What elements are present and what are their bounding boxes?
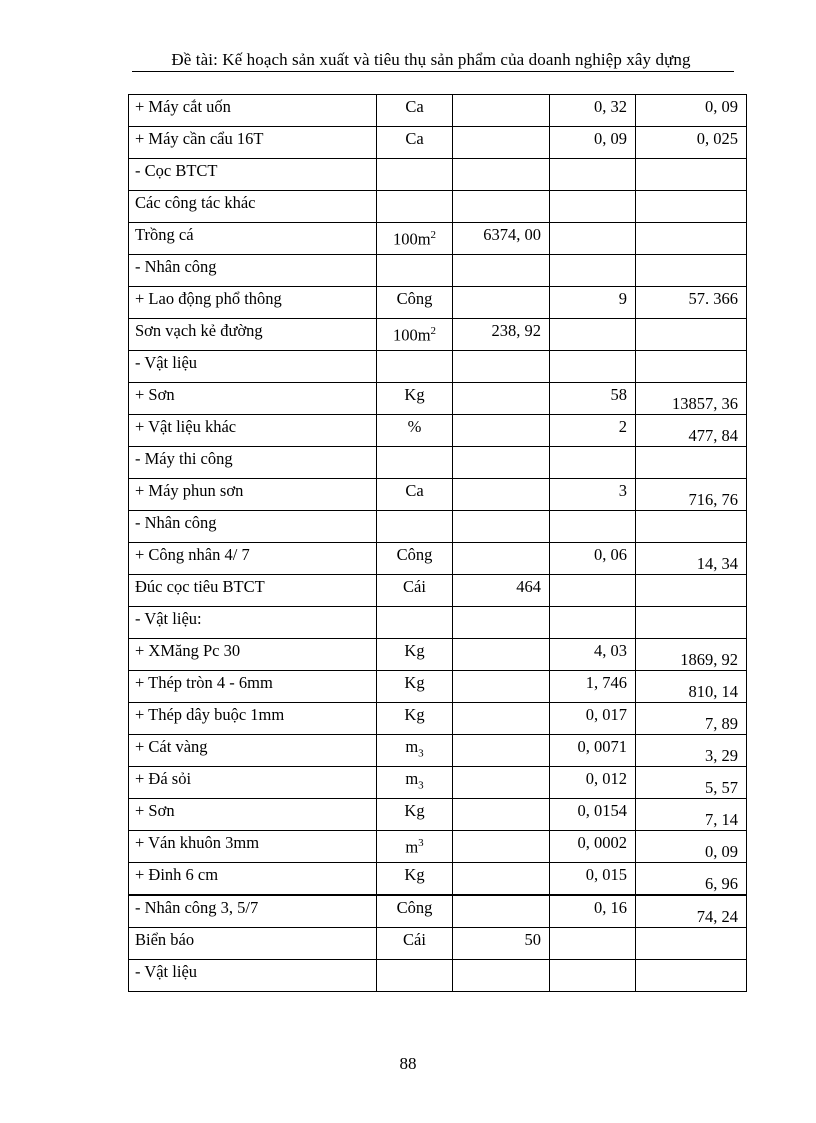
quantity-cell-text: 6374, 00 xyxy=(483,225,541,244)
quantity-cell xyxy=(453,575,550,607)
total-cell xyxy=(636,703,747,735)
unit-subscript: 3 xyxy=(418,779,424,792)
table-row xyxy=(129,95,747,127)
norm-cell-text: 3 xyxy=(618,481,627,500)
norm-cell-text: 0, 012 xyxy=(585,769,627,788)
table-row xyxy=(129,928,747,960)
total-cell xyxy=(636,639,747,671)
quantity-cell-text: 50 xyxy=(524,930,541,949)
item-cell xyxy=(129,127,377,159)
total-cell xyxy=(636,671,747,703)
item-cell-text: + Máy phun sơn xyxy=(135,481,244,500)
item-cell-text: + Vật liệu khác xyxy=(135,417,237,436)
norm-cell xyxy=(550,831,636,863)
total-cell xyxy=(636,735,747,767)
unit-cell-text: m xyxy=(405,737,419,756)
total-cell xyxy=(636,799,747,831)
norm-cell-text: 0, 16 xyxy=(594,898,627,917)
table-row xyxy=(129,895,747,928)
unit-cell-text: m xyxy=(405,837,419,857)
item-cell xyxy=(129,575,377,607)
item-cell-text: + Đinh 6 cm xyxy=(135,865,219,884)
item-cell xyxy=(129,255,377,287)
unit-cell xyxy=(377,895,453,928)
item-cell-text: + XMăng Pc 30 xyxy=(135,641,241,660)
item-cell xyxy=(129,351,377,383)
total-cell-text: 7, 14 xyxy=(705,810,738,829)
item-cell-text: Biển báo xyxy=(135,930,195,949)
quantity-cell xyxy=(453,511,550,543)
total-cell-text: 3, 29 xyxy=(705,746,738,765)
unit-cell-text: Ca xyxy=(405,129,424,148)
item-cell xyxy=(129,287,377,319)
item-cell xyxy=(129,735,377,767)
item-cell xyxy=(129,319,377,351)
item-cell-text: + Sơn xyxy=(135,801,175,820)
unit-cell-text: 100m xyxy=(392,325,431,345)
item-cell xyxy=(129,960,377,992)
total-cell-text: 0, 09 xyxy=(705,97,738,116)
table-row xyxy=(129,159,747,191)
norm-cell xyxy=(550,191,636,223)
item-cell xyxy=(129,863,377,896)
unit-cell xyxy=(377,928,453,960)
norm-cell xyxy=(550,799,636,831)
norm-cell xyxy=(550,767,636,799)
table-row xyxy=(129,255,747,287)
item-cell xyxy=(129,607,377,639)
quantity-cell xyxy=(453,735,550,767)
table-row xyxy=(129,223,747,255)
item-cell-text: Trồng cá xyxy=(135,225,194,244)
norm-cell xyxy=(550,575,636,607)
unit-cell xyxy=(377,95,453,127)
unit-cell-text: Kg xyxy=(404,865,425,884)
table-row xyxy=(129,671,747,703)
item-cell-text: + Máy cần cẩu 16T xyxy=(135,129,264,148)
total-cell xyxy=(636,415,747,447)
item-cell-text: + Sơn xyxy=(135,385,175,404)
unit-superscript: 2 xyxy=(430,325,437,337)
total-cell xyxy=(636,960,747,992)
unit-cell-text: Kg xyxy=(404,705,425,724)
unit-cell xyxy=(377,191,453,223)
quantity-cell xyxy=(453,127,550,159)
norm-cell-text: 2 xyxy=(618,417,627,436)
table-row xyxy=(129,863,747,896)
table-row xyxy=(129,831,747,863)
unit-cell xyxy=(377,351,453,383)
norm-cell xyxy=(550,863,636,896)
norm-cell xyxy=(550,447,636,479)
norm-cell xyxy=(550,671,636,703)
table-row xyxy=(129,479,747,511)
unit-cell xyxy=(377,447,453,479)
item-cell xyxy=(129,383,377,415)
total-cell xyxy=(636,575,747,607)
total-cell xyxy=(636,287,747,319)
quantity-cell xyxy=(453,639,550,671)
unit-cell xyxy=(377,863,453,896)
table-row xyxy=(129,607,747,639)
total-cell xyxy=(636,543,747,575)
quantity-cell xyxy=(453,95,550,127)
item-cell-text: - Nhân công xyxy=(135,513,217,532)
unit-superscript: 2 xyxy=(430,229,437,241)
quantity-cell-text: 238, 92 xyxy=(491,321,541,340)
unit-subscript: 3 xyxy=(418,747,424,760)
unit-cell xyxy=(377,799,453,831)
norm-cell-text: 0, 06 xyxy=(594,545,627,564)
item-cell xyxy=(129,928,377,960)
unit-cell-text: Kg xyxy=(404,801,425,820)
page-header-title: Đề tài: Kế hoạch sản xuất và tiêu thụ sản phẩm của doanh nghiệp xây dựng xyxy=(171,50,691,69)
unit-cell-text: % xyxy=(407,417,422,436)
unit-cell-text: Kg xyxy=(404,385,425,404)
table-row xyxy=(129,287,747,319)
unit-cell-text: Cái xyxy=(403,577,426,596)
total-cell-text: 14, 34 xyxy=(696,554,738,573)
norm-cell xyxy=(550,543,636,575)
total-cell xyxy=(636,127,747,159)
item-cell xyxy=(129,223,377,255)
total-cell xyxy=(636,767,747,799)
unit-cell xyxy=(377,415,453,447)
unit-cell xyxy=(377,543,453,575)
total-cell xyxy=(636,511,747,543)
item-cell-text: Sơn vạch kẻ đường xyxy=(135,321,263,340)
quantity-cell xyxy=(453,863,550,896)
norm-cell xyxy=(550,479,636,511)
total-cell xyxy=(636,607,747,639)
unit-cell xyxy=(377,287,453,319)
unit-cell xyxy=(377,703,453,735)
item-cell-text: + Ván khuôn 3mm xyxy=(135,833,260,852)
norm-cell-text: 58 xyxy=(610,385,627,404)
norm-cell-text: 4, 03 xyxy=(594,641,627,660)
unit-cell xyxy=(377,159,453,191)
item-cell xyxy=(129,159,377,191)
table-row xyxy=(129,351,747,383)
quantity-cell xyxy=(453,191,550,223)
quantity-cell xyxy=(453,960,550,992)
item-cell-text: + Đá sỏi xyxy=(135,769,192,788)
table-row xyxy=(129,639,747,671)
norm-cell xyxy=(550,960,636,992)
total-cell-text: 716, 76 xyxy=(688,490,738,509)
quantity-cell xyxy=(453,287,550,319)
total-cell-text: 0, 025 xyxy=(696,129,738,148)
table-row xyxy=(129,767,747,799)
total-cell-text: 5, 57 xyxy=(705,778,738,797)
total-cell xyxy=(636,319,747,351)
item-cell xyxy=(129,511,377,543)
unit-cell xyxy=(377,511,453,543)
norm-cell xyxy=(550,351,636,383)
norm-cell xyxy=(550,127,636,159)
item-cell xyxy=(129,703,377,735)
norm-cell-text: 0, 09 xyxy=(594,129,627,148)
quantity-cell xyxy=(453,351,550,383)
unit-cell-text: Công xyxy=(396,545,433,564)
table-row xyxy=(129,511,747,543)
norm-cell xyxy=(550,159,636,191)
norm-cell xyxy=(550,415,636,447)
quantity-cell xyxy=(453,479,550,511)
norm-cell xyxy=(550,639,636,671)
total-cell xyxy=(636,159,747,191)
item-cell-text: + Thép tròn 4 - 6mm xyxy=(135,673,273,692)
total-cell xyxy=(636,255,747,287)
norm-cell xyxy=(550,511,636,543)
quantity-cell xyxy=(453,607,550,639)
norm-cell-text: 9 xyxy=(618,289,627,308)
item-cell xyxy=(129,895,377,928)
total-cell xyxy=(636,831,747,863)
item-cell xyxy=(129,639,377,671)
norm-cell xyxy=(550,223,636,255)
quantity-cell-text: 464 xyxy=(516,577,541,596)
total-cell xyxy=(636,95,747,127)
item-cell-text: - Máy thi công xyxy=(135,449,233,468)
unit-cell xyxy=(377,383,453,415)
quantity-cell xyxy=(453,767,550,799)
item-cell xyxy=(129,767,377,799)
quantity-cell xyxy=(453,703,550,735)
total-cell-text: 7, 89 xyxy=(705,714,738,733)
unit-cell-text: 100m xyxy=(392,229,431,249)
total-cell xyxy=(636,479,747,511)
table-row xyxy=(129,127,747,159)
quantity-cell xyxy=(453,383,550,415)
quantity-cell xyxy=(453,543,550,575)
table-row xyxy=(129,191,747,223)
table-row xyxy=(129,960,747,992)
unit-cell xyxy=(377,479,453,511)
total-cell xyxy=(636,895,747,928)
quantity-cell xyxy=(453,671,550,703)
norm-cell-text: 0, 017 xyxy=(585,705,627,724)
norm-cell xyxy=(550,287,636,319)
unit-cell-text: Kg xyxy=(404,641,425,660)
unit-cell-text: Ca xyxy=(405,97,424,116)
item-cell-text: + Công nhân 4/ 7 xyxy=(135,545,250,564)
total-cell-text: 477, 84 xyxy=(688,426,738,445)
norm-cell-text: 1, 746 xyxy=(585,673,627,692)
table-row xyxy=(129,383,747,415)
item-cell xyxy=(129,543,377,575)
unit-cell-text: Công xyxy=(396,898,433,917)
norm-cell xyxy=(550,735,636,767)
quantity-cell xyxy=(453,928,550,960)
norm-cell xyxy=(550,383,636,415)
item-cell-text: Các công tác khác xyxy=(135,193,256,212)
item-cell xyxy=(129,447,377,479)
item-cell xyxy=(129,671,377,703)
norm-cell xyxy=(550,895,636,928)
item-cell-text: Đúc cọc tiêu BTCT xyxy=(135,577,265,596)
unit-cell xyxy=(377,255,453,287)
total-cell-text: 810, 14 xyxy=(688,682,738,701)
quantity-cell xyxy=(453,159,550,191)
norm-cell xyxy=(550,703,636,735)
table-row xyxy=(129,415,747,447)
total-cell xyxy=(636,863,747,896)
norm-cell-text: 0, 32 xyxy=(594,97,627,116)
unit-cell xyxy=(377,671,453,703)
total-cell-text: 13857, 36 xyxy=(672,394,738,413)
item-cell xyxy=(129,95,377,127)
quantity-cell xyxy=(453,895,550,928)
table-row xyxy=(129,703,747,735)
item-cell xyxy=(129,191,377,223)
norm-cell-text: 0, 015 xyxy=(585,865,627,884)
unit-cell xyxy=(377,960,453,992)
unit-cell xyxy=(377,223,453,255)
item-cell xyxy=(129,479,377,511)
item-cell-text: - Cọc BTCT xyxy=(135,161,218,180)
item-cell-text: - Nhân công 3, 5/7 xyxy=(135,898,259,917)
norm-cell xyxy=(550,319,636,351)
header-underline xyxy=(132,71,734,72)
item-cell-text: - Nhân công xyxy=(135,257,217,276)
norm-cell xyxy=(550,928,636,960)
quantity-cell xyxy=(453,255,550,287)
total-cell xyxy=(636,928,747,960)
total-cell xyxy=(636,223,747,255)
item-cell-text: + Thép dây buộc 1mm xyxy=(135,705,285,724)
unit-cell-text: m xyxy=(405,769,419,788)
norm-cell xyxy=(550,95,636,127)
total-cell-text: 57. 366 xyxy=(688,289,738,308)
unit-cell xyxy=(377,127,453,159)
table-row xyxy=(129,735,747,767)
unit-cell xyxy=(377,767,453,799)
unit-cell xyxy=(377,607,453,639)
total-cell-text: 74, 24 xyxy=(696,907,738,926)
unit-cell xyxy=(377,639,453,671)
quantity-cell xyxy=(453,447,550,479)
unit-cell-text: Kg xyxy=(404,673,425,692)
total-cell-text: 0, 09 xyxy=(705,842,738,861)
quantity-cell xyxy=(453,799,550,831)
table-row xyxy=(129,447,747,479)
unit-cell xyxy=(377,735,453,767)
quantity-cell xyxy=(453,223,550,255)
item-cell-text: - Vật liệu xyxy=(135,962,198,981)
unit-cell-text: Công xyxy=(396,289,433,308)
table-row xyxy=(129,575,747,607)
table-row xyxy=(129,543,747,575)
quantity-cell xyxy=(453,415,550,447)
item-cell xyxy=(129,415,377,447)
item-cell-text: + Cát vàng xyxy=(135,737,208,756)
item-cell-text: - Vật liệu xyxy=(135,353,198,372)
unit-cell-text: Ca xyxy=(405,481,424,500)
norm-cell xyxy=(550,607,636,639)
item-cell xyxy=(129,831,377,863)
norm-cell-text: 0, 0154 xyxy=(577,801,627,820)
norm-cell xyxy=(550,255,636,287)
unit-cell xyxy=(377,575,453,607)
unit-cell xyxy=(377,831,453,863)
norm-cell-text: 0, 0002 xyxy=(577,833,627,852)
total-cell xyxy=(636,447,747,479)
table-row xyxy=(129,319,747,351)
quantity-cell xyxy=(453,831,550,863)
total-cell xyxy=(636,383,747,415)
page-number: 88 xyxy=(399,1054,417,1073)
cost-table-body xyxy=(129,95,747,992)
total-cell xyxy=(636,351,747,383)
total-cell-text: 6, 96 xyxy=(705,874,738,893)
item-cell-text: + Lao động phổ thông xyxy=(135,289,282,308)
cost-table xyxy=(128,94,747,992)
unit-superscript: 3 xyxy=(418,837,424,849)
quantity-cell xyxy=(453,319,550,351)
unit-cell-text: Cái xyxy=(403,930,426,949)
item-cell-text: - Vật liệu: xyxy=(135,609,202,628)
item-cell-text: + Máy cắt uốn xyxy=(135,97,231,116)
norm-cell-text: 0, 0071 xyxy=(577,737,627,756)
total-cell-text: 1869, 92 xyxy=(680,650,738,669)
unit-cell xyxy=(377,319,453,351)
total-cell xyxy=(636,191,747,223)
table-row xyxy=(129,799,747,831)
item-cell xyxy=(129,799,377,831)
